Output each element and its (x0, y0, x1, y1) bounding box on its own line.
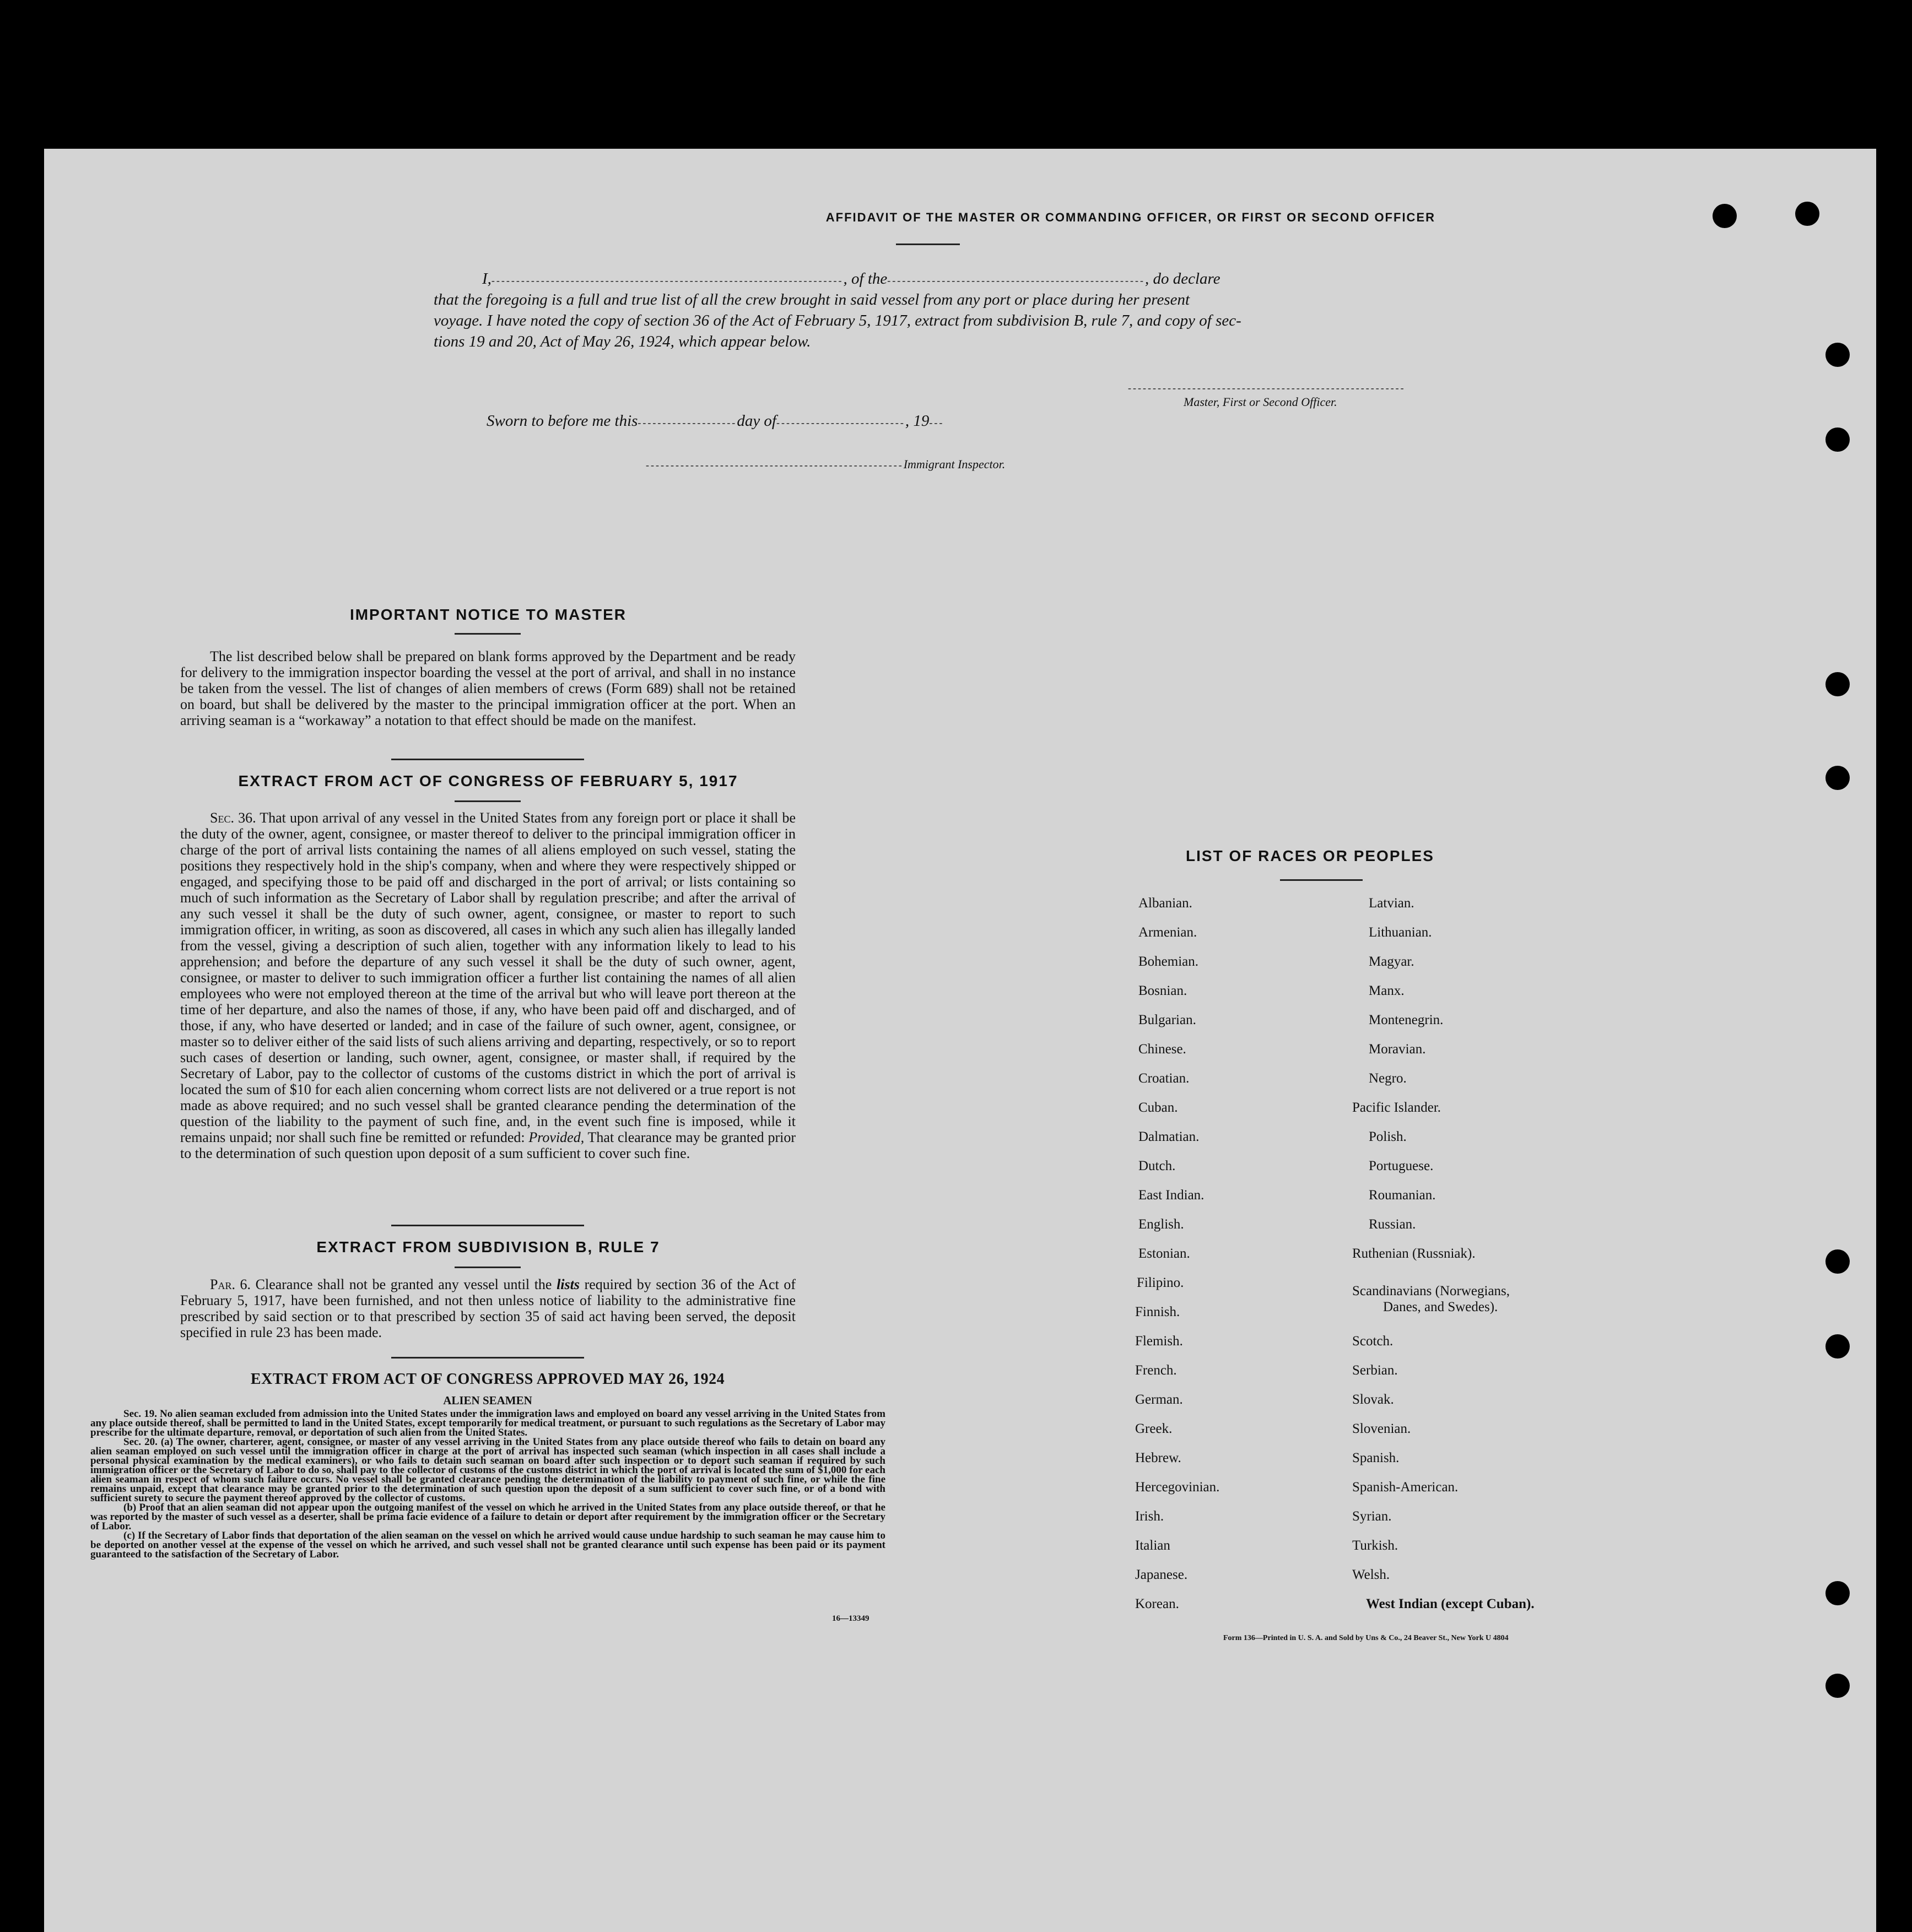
signature-blank: -------------------------------------------------------- (1128, 382, 1406, 393)
par-6-text-a: Clearance shall not be granted any vessel until the (255, 1276, 552, 1292)
race-item: Turkish. (1352, 1538, 1398, 1553)
punch-hole (1825, 343, 1850, 367)
race-item: Bulgarian. (1138, 1013, 1196, 1027)
par-6-text-b: required by section 36 of the Act of February 5, 1917, have been furnished, and not then unless notice of liability to the administrative fine prescribed by said section or to that prescribed by section 35 of said act having been served, the deposit specified in rule 23 has been made. (180, 1276, 796, 1340)
race-item: Ruthenian (Russniak). (1352, 1246, 1476, 1261)
race-item: Slovenian. (1352, 1421, 1411, 1436)
sworn-line (487, 412, 944, 430)
race-item: Armenian. (1138, 925, 1197, 940)
extract-1917-body (180, 810, 796, 1161)
race-item: Syrian. (1352, 1509, 1392, 1524)
race-item: Welsh. (1352, 1567, 1390, 1582)
race-item: Moravian. (1369, 1042, 1426, 1057)
punch-hole (1825, 427, 1850, 452)
title-rule (896, 243, 960, 245)
sec-36-label: Sec. 36. (210, 810, 256, 826)
section-divider (391, 1225, 584, 1226)
sworn-day-blank: -------------------- (638, 417, 737, 428)
affidavit-i: I, (482, 270, 491, 288)
affidavit-line-1 (482, 270, 1220, 288)
notice-text: The list described below shall be prepared on blank forms approved by the Department and be ready for delivery to the immigration inspector boarding the vessel at the port of arrival, and shall in no instance be taken from the vessel. The list of changes of alien members of crews (Form 689) shall not be retained on board, but shall be delivered by the master to the principal immigration officer at the port. When an arriving seaman is a “workaway” a notation to that effect should be made on the manifest. (180, 648, 796, 728)
inspector-line (646, 457, 1005, 472)
race-item: Cuban. (1138, 1100, 1178, 1115)
affidavit-of-the: , of the (843, 270, 888, 288)
race-item: Croatian. (1138, 1071, 1190, 1086)
par-6-label: Par. 6. (210, 1276, 251, 1292)
sworn-year-blank: --- (929, 417, 944, 428)
inspector-label: Immigrant Inspector. (903, 457, 1006, 471)
race-item: Greek. (1135, 1421, 1173, 1436)
race-item: Lithuanian. (1369, 925, 1432, 940)
sworn-year: , 19 (905, 412, 930, 430)
punch-hole (1825, 672, 1850, 696)
affidavit-declare: , do declare (1144, 270, 1220, 288)
notice-body (180, 648, 796, 728)
race-item: Manx. (1369, 983, 1405, 998)
extract-1917-rule (455, 800, 521, 802)
race-item: Estonian. (1138, 1246, 1190, 1261)
race-item: Russian. (1369, 1217, 1416, 1232)
sec-20b-text: (b) Proof that an alien seaman did not appear upon the outgoing manifest of the vessel on which he arrived in the United States from any place outside thereof, or that he was reported by the master of such vessel as a deserter, shall be prima facie evidence of a failure to detain or deport after requirement by the immigration officer or the Secretary of Labor. (90, 1502, 885, 1532)
punch-hole (1825, 1249, 1850, 1274)
race-item: Hercegovinian. (1135, 1480, 1220, 1495)
race-item: Pacific Islander. (1352, 1100, 1441, 1115)
race-item: Bosnian. (1138, 983, 1187, 998)
race-item: French. (1135, 1363, 1177, 1378)
form-code: 16—13349 (832, 1614, 869, 1623)
sec-20a-text: Sec. 20. (a) The owner, charterer, agent, consignee, or master of any vessel arriving in the United States from any place outside thereof who fails to detain on board any alien seaman employed on such vessel until the immigration officer in charge at the port of arrival has inspected such seaman (which inspection in all cases shall include a personal physical examination by the medical examiners), or who fails to detain such seaman on board after such inspection or to deport such seaman if required by such immigration officer or the Secretary of Labor to do so, shall pay to the collector of customs of the customs district in which the port of arrival is located the sum of $1,000 for each alien seaman in respect of whom such failure occurs. No vessel shall be granted clearance pending the determination of the liability to payment of such fine, or while the fine remains unpaid, except that clearance may be granted prior to the determination of such question upon the deposit of a sum sufficient to cover such fine, or of a bond with sufficient surety to secure the payment thereof approved by the collector of customs. (90, 1436, 885, 1504)
race-item: West Indian (except Cuban). (1366, 1597, 1535, 1611)
race-item: Spanish-American. (1352, 1480, 1459, 1495)
sworn-prefix: Sworn to before me this (487, 412, 638, 430)
punch-hole (1795, 202, 1819, 226)
affidavit-title: AFFIDAVIT OF THE MASTER OR COMMANDING OFFICER, OR FIRST OR SECOND OFFICER (825, 210, 1435, 224)
race-item: Dalmatian. (1138, 1129, 1200, 1144)
vessel-blank: ---------------------------------------------------- (887, 275, 1145, 286)
race-item: German. (1135, 1392, 1183, 1407)
race-item: East Indian. (1138, 1188, 1205, 1203)
rule-7-body (180, 1276, 796, 1340)
lists-word: lists (557, 1276, 580, 1292)
punch-hole (1825, 1581, 1850, 1605)
printer-footer: Form 136—Printed in U. S. A. and Sold by Uns & Co., 24 Beaver St., New York U 4804 (1223, 1634, 1509, 1642)
signature-label: Master, First or Second Officer. (1184, 395, 1337, 409)
extract-1917-title: EXTRACT FROM ACT OF CONGRESS OF FEBRUARY 5, 1917 (238, 772, 738, 789)
race-item: Albanian. (1138, 896, 1192, 911)
race-item: Spanish. (1352, 1451, 1400, 1465)
section-divider (391, 1357, 584, 1359)
race-item: Latvian. (1369, 896, 1414, 911)
race-item: Serbian. (1352, 1363, 1398, 1378)
form-page (44, 149, 1876, 1932)
sworn-month-blank: -------------------------- (776, 417, 905, 428)
race-item: Slovak. (1352, 1392, 1394, 1407)
race-item: Montenegrin. (1369, 1013, 1444, 1027)
race-item: Finnish. (1135, 1305, 1180, 1319)
notice-rule (455, 633, 521, 635)
affidavit-line-3: voyage. I have noted the copy of section 36 of the Act of February 5, 1917, extract from subdivision B, rule 7, and copy of sec- (434, 312, 1241, 329)
race-item: Bohemian. (1138, 954, 1199, 969)
race-item: Japanese. (1135, 1567, 1188, 1582)
section-divider (391, 759, 584, 760)
race-item: Roumanian. (1369, 1188, 1436, 1203)
race-item: Portuguese. (1369, 1159, 1434, 1173)
extract-1924-title: EXTRACT FROM ACT OF CONGRESS APPROVED MAY 26, 1924 (250, 1371, 725, 1388)
race-item: English. (1138, 1217, 1184, 1232)
punch-hole (1825, 1334, 1850, 1359)
sec-20c-text: (c) If the Secretary of Labor finds that deportation of the alien seaman on the vessel on which he arrived would cause undue hardship to such seaman he may cause him to be deported on another vessel at the expense of the vessel on which he arrived, and such vessel shall not be granted clearance until such expense has been paid or its payment guaranteed to the satisfaction of the Secretary of Labor. (90, 1530, 885, 1560)
punch-hole (1825, 1674, 1850, 1698)
race-item: Irish. (1135, 1509, 1164, 1524)
race-item: Korean. (1135, 1597, 1179, 1611)
race-item: Magyar. (1369, 954, 1414, 969)
sworn-day-of: day of (737, 412, 776, 430)
race-item: Polish. (1369, 1129, 1407, 1144)
inspector-blank: ---------------------------------------------------- (646, 459, 904, 470)
punch-hole (1825, 766, 1850, 790)
rule-7-title: EXTRACT FROM SUBDIVISION B, RULE 7 (316, 1238, 660, 1255)
alien-seamen-subtitle: ALIEN SEAMEN (443, 1394, 532, 1407)
race-item: Italian (1135, 1538, 1170, 1553)
race-item: Filipino. (1137, 1275, 1184, 1290)
race-item: Flemish. (1135, 1334, 1183, 1349)
name-blank: ----------------------------------------------------------------------- (491, 275, 844, 286)
race-item: Dutch. (1138, 1159, 1176, 1173)
race-item: Danes, and Swedes). (1383, 1300, 1498, 1314)
races-rule (1280, 879, 1363, 881)
race-item: Scandinavians (Norwegians, (1352, 1284, 1510, 1298)
sec-36-text: That upon arrival of any vessel in the United States from any foreign port or place it shall be the duty of the owner, agent, consignee, or master thereof to deliver to the principal immigration officer in charge of the port of arrival lists containing the names of all aliens employed on such vessel, stating the positions they respectively hold in the ship's company, when and where they were respectively shipped or engaged, and specifying those to be paid off and discharged in the port of arrival; or lists containing so much of such information as the Secretary of Labor shall by regulation prescribe; and after the arrival of any such vessel it shall be the duty of such owner, agent, consignee, or master to report to such immigration officer, in writing, as soon as discovered, all cases in which any such alien has illegally landed from the vessel, giving a description of such alien, together with any information likely to lead to his apprehension; and before the departure of any such vessel it shall be the duty of such owner, agent, consignee, or master to deliver to such immigration officer a further list containing the names of all alien employees who were not employed thereon at the time of the arrival but who will leave port thereon at the time of her departure, and also the names of those, if any, who have been paid off and discharged, and of those, if any, who have deserted or landed; and in case of the failure of such owner, agent, consignee, or master so to deliver either of the said lists of such aliens arriving and departing, respectively, or so to report such cases of desertion or landing, such owner, agent, consignee, or master shall, if required by the Secretary of Labor, pay to the collector of customs of the customs district in which the port of arrival is located the sum of $10 for each alien concerning whom correct lists are not delivered or a true report is not made as above required; and no such vessel shall be granted clearance pending the determination of the question of the liability to the payment of such fine, and, in the event such fine is imposed, while it remains unpaid; nor shall such fine be remitted or refunded: (180, 810, 796, 1145)
affidavit-line-4: tions 19 and 20, Act of May 26, 1924, which appear below. (434, 333, 811, 350)
race-item: Hebrew. (1135, 1451, 1181, 1465)
race-item: Scotch. (1352, 1334, 1394, 1349)
rule-7-rule (455, 1267, 521, 1268)
race-item: Chinese. (1138, 1042, 1186, 1057)
race-item: Negro. (1369, 1071, 1407, 1086)
notice-title: IMPORTANT NOTICE TO MASTER (349, 606, 627, 623)
punch-hole (1713, 204, 1737, 228)
races-title: LIST OF RACES OR PEOPLES (1186, 847, 1434, 864)
sec-36-text-end: That clearance may be granted prior to the determination of such question upon deposit of a sum sufficient to cover such fine. (180, 1129, 796, 1161)
provided-label: Provided, (528, 1129, 585, 1145)
extract-1924-body (90, 1409, 885, 1559)
affidavit-line-2: that the foregoing is a full and true list of all the crew brought in said vessel from any port or place during her present (434, 291, 1190, 309)
sec-19-text: Sec. 19. No alien seaman excluded from admission into the United States under the immigration laws and employed on board any vessel arriving in the United States from any place outside thereof, shall be permitted to land in the United States, except temporarily for medical treatment, or pursuant to such regulations as the Secretary of Labor may prescribe for the ultimate departure, removal, or deportation of such alien from the United States. (90, 1408, 885, 1438)
